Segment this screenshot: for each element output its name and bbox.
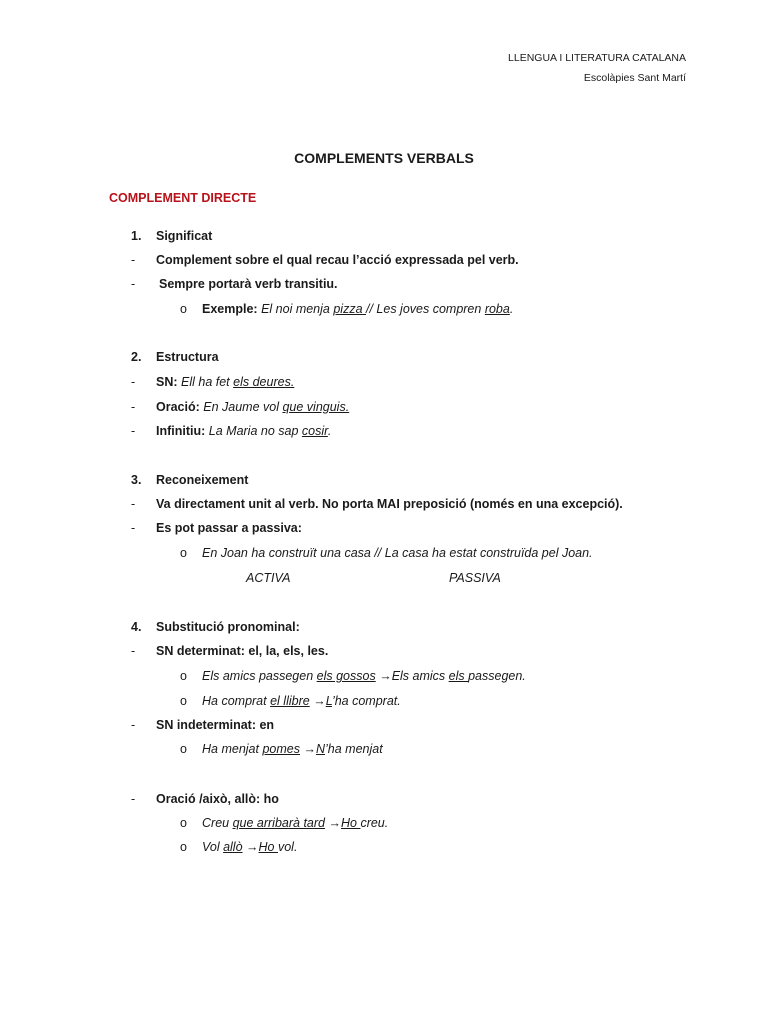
significat-line-1: Complement sobre el qual recau l’acció expressada pel verb. <box>156 253 519 267</box>
example-text: El noi menja <box>261 302 334 316</box>
estructura-sn <box>156 375 294 389</box>
significat-example <box>202 302 513 316</box>
example-text: ’ha menjat <box>325 742 383 756</box>
example-cd: els gossos <box>316 669 376 683</box>
infinitiu-text: . <box>327 424 332 438</box>
estructura-infinitiu <box>156 424 331 438</box>
example-pronoun: L <box>325 694 332 708</box>
oracio-example-1 <box>202 816 388 830</box>
dash-marker: - <box>131 253 136 267</box>
section-heading: COMPLEMENT DIRECTE <box>109 191 257 205</box>
example-text: Vol <box>202 840 224 854</box>
sn-label: SN: <box>156 375 178 389</box>
dash-marker: - <box>131 644 136 658</box>
item-heading-reconeixement: Reconeixement <box>156 473 249 487</box>
item-heading-estructura: Estructura <box>156 350 219 364</box>
item-number-1: 1. <box>131 229 142 243</box>
oracio-aixo-allo-label: Oració /això, allò: ho <box>156 792 279 806</box>
oracio-example-2 <box>202 840 297 854</box>
example-text: ’ha comprat. <box>331 694 401 708</box>
item-number-4: 4. <box>131 620 142 634</box>
header-school: Escolàpies Sant Martí <box>583 72 686 84</box>
reconeixement-line-2: Es pot passar a passiva: <box>156 521 302 535</box>
example-pronoun: Ho <box>340 816 361 830</box>
arrow-icon: → <box>246 840 259 854</box>
example-text: passegen. <box>468 669 526 683</box>
arrow-icon: → <box>328 816 341 830</box>
significat-line-2: Sempre portarà verb transitiu. <box>159 277 338 291</box>
example-text: // Les joves compren <box>366 302 485 316</box>
bullet-marker: o <box>180 694 187 708</box>
passiva-label: PASSIVA <box>449 571 501 585</box>
example-cd: allò <box>223 840 243 854</box>
infinitiu-text: La Maria no sap <box>208 424 302 438</box>
dash-marker: - <box>131 718 136 732</box>
oracio-text: En Jaume vol <box>203 400 283 414</box>
example-text: Ha comprat <box>202 694 271 708</box>
example-text: vol. <box>277 840 298 854</box>
sn-text: Ell ha fet <box>181 375 234 389</box>
example-pronoun: els <box>448 669 469 683</box>
passiva-example: En Joan ha construït una casa // La casa ha estat construïda pel Joan. <box>202 546 593 560</box>
arrow-icon: → <box>379 669 392 683</box>
bullet-marker: o <box>180 546 187 560</box>
sn-cd: els deures. <box>233 375 295 389</box>
example-cd: el llibre <box>270 694 310 708</box>
example-text: Creu <box>202 816 233 830</box>
example-cd: que arribarà tard <box>232 816 325 830</box>
example-text: Els amics <box>391 669 449 683</box>
estructura-oracio <box>156 400 349 414</box>
example-cd: pomes <box>262 742 300 756</box>
item-number-3: 3. <box>131 473 142 487</box>
indeterminat-example <box>202 742 383 756</box>
dash-marker: - <box>131 792 136 806</box>
determinat-example-2 <box>202 694 401 708</box>
dash-marker: - <box>131 497 136 511</box>
infinitiu-cd: cosir <box>301 424 328 438</box>
infinitiu-label: Infinitiu: <box>156 424 206 438</box>
example-text: creu. <box>360 816 389 830</box>
page-title: COMPLEMENTS VERBALS <box>294 150 474 166</box>
arrow-icon: → <box>303 742 316 756</box>
bullet-marker: o <box>180 669 187 683</box>
determinat-example-1 <box>202 669 526 683</box>
header-subject: LLENGUA I LITERATURA CATALANA <box>508 52 686 64</box>
example-cd: pizza <box>333 302 366 316</box>
arrow-icon: → <box>313 694 326 708</box>
dash-marker: - <box>131 400 136 414</box>
sn-determinat-label: SN determinat: el, la, els, les. <box>156 644 329 658</box>
dash-marker: - <box>131 277 136 291</box>
dash-marker: - <box>131 375 136 389</box>
bullet-marker: o <box>180 742 187 756</box>
example-text: . <box>509 302 514 316</box>
bullet-marker: o <box>180 816 187 830</box>
example-cd: roba <box>484 302 510 316</box>
example-text: Ha menjat <box>202 742 263 756</box>
bullet-marker: o <box>180 302 187 316</box>
item-heading-significat: Significat <box>156 229 213 243</box>
dash-marker: - <box>131 521 136 535</box>
dash-marker: - <box>131 424 136 438</box>
sn-indeterminat-label: SN indeterminat: en <box>156 718 275 732</box>
example-pronoun: Ho <box>258 840 278 854</box>
item-heading-substitucio: Substitució pronominal: <box>156 620 300 634</box>
example-text: Els amics passegen <box>202 669 317 683</box>
activa-label: ACTIVA <box>246 571 291 585</box>
example-pronoun: N <box>315 742 325 756</box>
example-label: Exemple: <box>202 302 258 316</box>
oracio-cd: que vinguis. <box>282 400 350 414</box>
bullet-marker: o <box>180 840 187 854</box>
item-number-2: 2. <box>131 350 142 364</box>
reconeixement-line-1: Va directament unit al verb. No porta MAI preposició (només en una excepció). <box>156 497 623 511</box>
oracio-label: Oració: <box>156 400 200 414</box>
